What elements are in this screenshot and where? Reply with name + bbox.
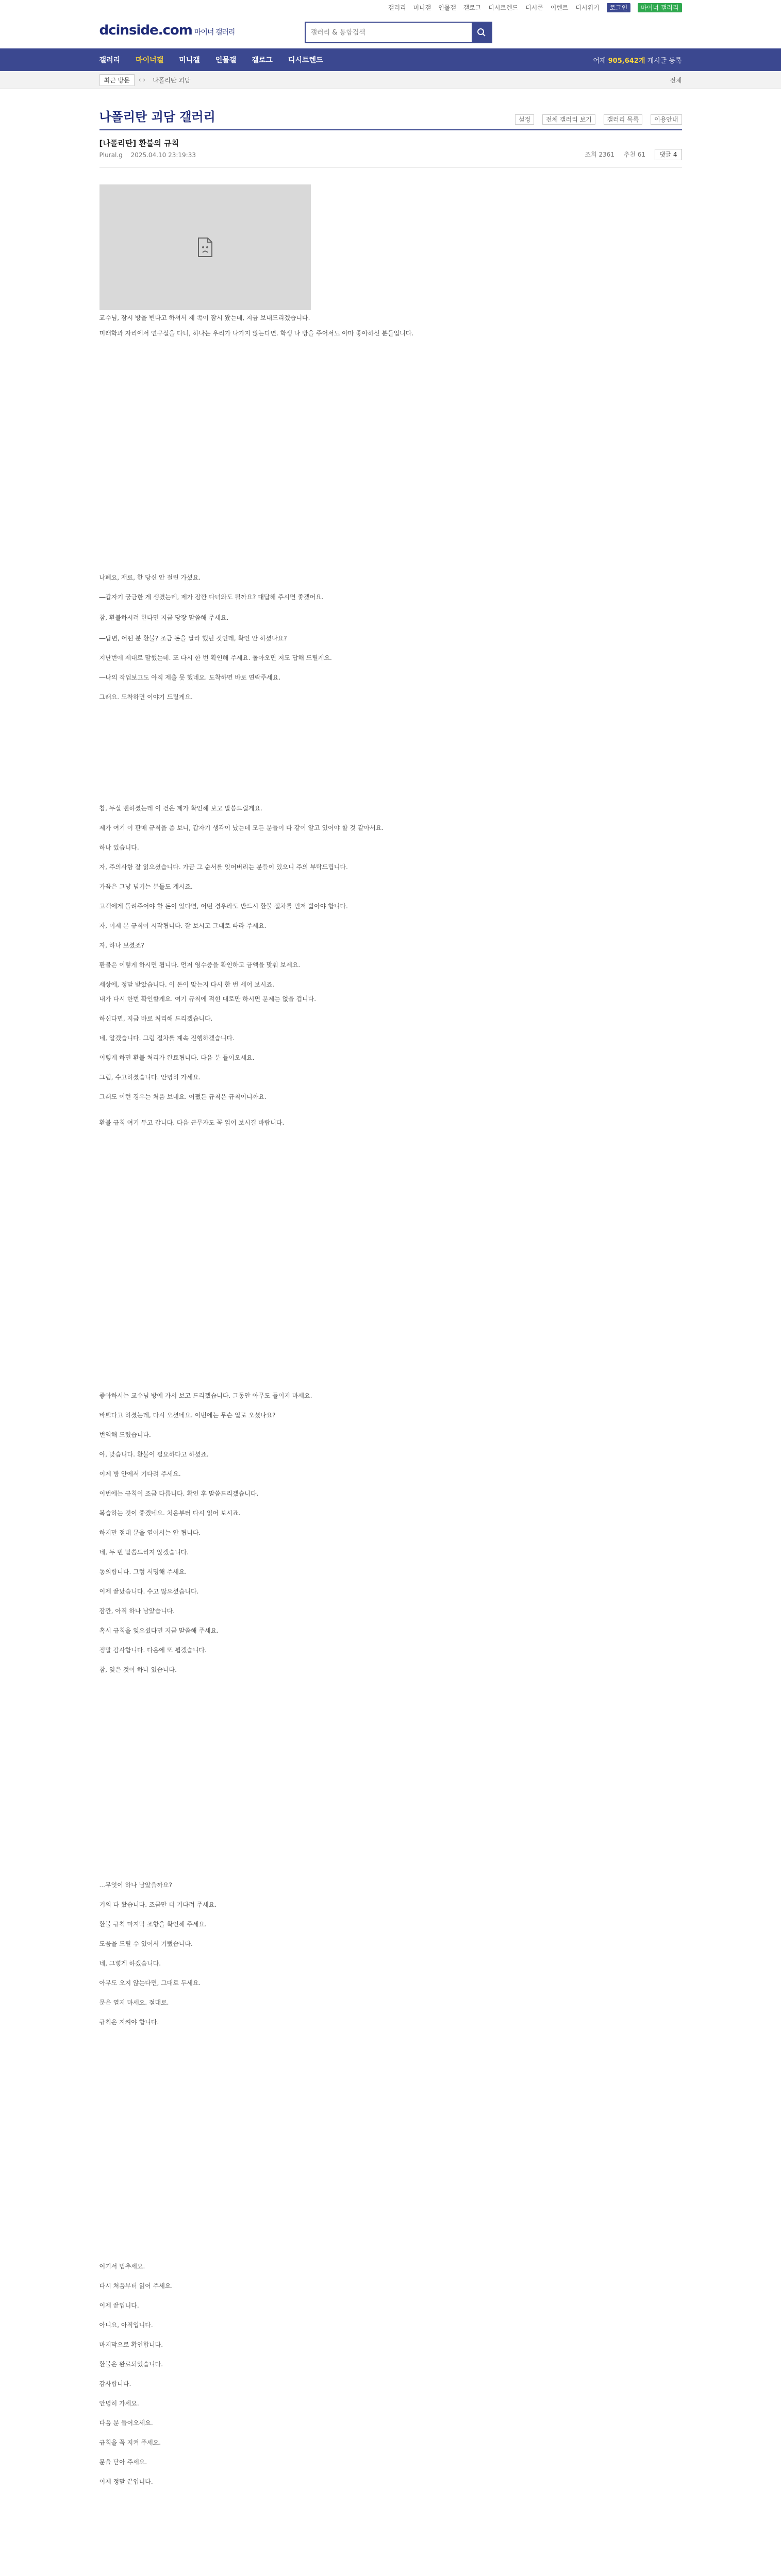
visits-label: 어제 bbox=[593, 57, 606, 65]
recent-visit-tag[interactable]: 최근 방문 bbox=[99, 74, 135, 86]
site-logo[interactable] bbox=[99, 23, 235, 38]
post-paragraph: 하나 있습니다. bbox=[99, 844, 139, 851]
post-paragraph: 마지막으로 확인합니다. bbox=[99, 2341, 163, 2348]
post-paragraph: 고객에게 돌려주어야 할 돈이 있다면, 어떤 경우라도 반드시 환불 절차를 먼저 밟아야 합니다. bbox=[99, 903, 348, 910]
post-paragraph: 참, 환불하시려 한다면 지금 당장 말씀해 주세요. bbox=[99, 614, 229, 621]
post-body bbox=[99, 184, 682, 2485]
visits-suffix: 게시글 등록 bbox=[647, 57, 682, 65]
post-paragraph: 그래도 이런 경우는 처음 보네요. 어쨌든 규칙은 규칙이니까요. bbox=[99, 1093, 267, 1100]
gallery-tool[interactable]: 전체 갤러리 보기 bbox=[542, 114, 595, 125]
post-paragraph: 미래학과 자리에서 연구실을 다녀, 하나는 우리가 나가지 않는다면. 학생 나 방을 주어서도 아마 좋아하신 분들입니다. bbox=[99, 330, 414, 337]
post-paragraph: 환불은 이렇게 하시면 됩니다. 먼저 영수증을 확인하고 금액을 맞춰 보세요. bbox=[99, 961, 301, 969]
top-link[interactable]: 갤로그 bbox=[463, 4, 481, 11]
post-paragraph: 환불 규칙 마지막 조항을 확인해 주세요. bbox=[99, 1921, 207, 1928]
post-paragraph: 복습하는 것이 좋겠네요. 처음부터 다시 읽어 보시죠. bbox=[99, 1510, 241, 1517]
post-paragraph: ...무엇이 하나 남았을까요? bbox=[99, 1882, 172, 1889]
gallery-title[interactable]: 나폴리탄 괴담 갤러리 bbox=[99, 110, 215, 124]
search-box bbox=[305, 22, 492, 43]
post-paragraph: 이제 끝났습니다. 수고 많으셨습니다. bbox=[99, 1588, 199, 1595]
post-paragraph: 그래요. 도착하면 이야기 드릴게요. bbox=[99, 693, 193, 701]
post-paragraph: 참, 두실 뻔하셨는데 이 건은 제가 확인해 보고 말씀드릴게요. bbox=[99, 805, 262, 812]
post-paragraph: 하지만 절대 문을 열어서는 안 됩니다. bbox=[99, 1529, 201, 1536]
post-paragraph: 이번에는 규칙이 조금 다릅니다. 확인 후 말씀드리겠습니다. bbox=[99, 1490, 259, 1497]
minor-gallery-button[interactable]: 마이너 갤러리 bbox=[638, 3, 682, 12]
post-paragraph: 규칙은 지켜야 합니다. bbox=[99, 2019, 159, 2026]
post-paragraph: 제가 여기 이 판매 규칙을 좀 보니, 갑자기 생각이 났는데 모든 분들이 다 같이 알고 있어야 할 것 같아서요. bbox=[99, 824, 384, 832]
post-paragraph: 아무도 오지 않는다면, 그대로 두세요. bbox=[99, 1979, 201, 1987]
search-input[interactable] bbox=[306, 23, 472, 42]
post-paragraph: 다시 처음부터 읽어 주세요. bbox=[99, 2282, 173, 2290]
post-paragraph: 자, 주의사항 잘 읽으셨습니다. 가끔 그 순서를 잊어버리는 분들이 있으니 주의 부탁드립니다. bbox=[99, 863, 348, 871]
search-button[interactable] bbox=[472, 23, 491, 42]
post-paragraph: 다음 분 들어오세요. bbox=[99, 2419, 153, 2427]
post-paragraph: 네, 두 번 말씀드리지 않겠습니다. bbox=[99, 1549, 189, 1556]
post-paragraph: 자, 하나 보셨죠? bbox=[99, 942, 144, 949]
post-paragraph: 지난번에 제대로 말했는데. 또 다시 한 번 확인해 주세요. 돌아오면 저도 답해 드릴게요. bbox=[99, 654, 332, 662]
gallery-tool[interactable]: 설정 bbox=[515, 114, 534, 125]
post-paragraph: 세상에, 정말 받았습니다. 이 돈이 맞는지 다시 한 번 세어 보시죠. bbox=[99, 981, 274, 988]
post-paragraph: 안녕히 가세요. bbox=[99, 2400, 139, 2407]
show-all-button[interactable]: 전체 bbox=[670, 76, 682, 84]
post-paragraph: 아, 맞습니다. 환불이 필요하다고 하셨죠. bbox=[99, 1451, 209, 1458]
post-paragraph: 가끔은 그냥 넘기는 분들도 계시죠. bbox=[99, 883, 193, 890]
broken-image-icon bbox=[196, 237, 214, 258]
nav-item-minor[interactable]: 마이너갤 bbox=[136, 56, 164, 64]
post-paragraph: 혹시 규칙을 잊으셨다면 지금 말씀해 주세요. bbox=[99, 1627, 219, 1634]
nav-item-person[interactable]: 인물갤 bbox=[215, 56, 237, 64]
post-paragraph: 동의합니다. 그럼 서명해 주세요. bbox=[99, 1568, 187, 1575]
top-utility-bar bbox=[0, 0, 781, 15]
nav-item-mini[interactable]: 미니갤 bbox=[179, 56, 200, 64]
post-paragraph: 교수님, 잠시 방을 빈다고 하셔서 제 쪽이 잠시 왔는데, 지금 보내드리겠습니다. bbox=[99, 314, 310, 321]
arrows-icon[interactable]: ‹ › bbox=[138, 76, 146, 83]
post-paragraph: 그럼, 수고하셨습니다. 안녕히 가세요. bbox=[99, 1074, 201, 1081]
post-paragraph: 규칙을 꼭 지켜 주세요. bbox=[99, 2439, 161, 2446]
top-link[interactable]: 디시트렌드 bbox=[488, 4, 519, 11]
top-link[interactable]: 미니갤 bbox=[413, 4, 431, 11]
top-link[interactable]: 이벤트 bbox=[550, 4, 569, 11]
post-paragraph: 이제 끝입니다. bbox=[99, 2302, 139, 2309]
main-nav bbox=[0, 48, 781, 71]
post-paragraph: 네, 알겠습니다. 그럼 절차를 계속 진행하겠습니다. bbox=[99, 1035, 235, 1042]
post-paragraph: 이제 정말 끝입니다. bbox=[99, 2478, 153, 2485]
recent-gallery-link[interactable]: 나폴리탄 괴담 bbox=[153, 76, 191, 84]
logo-sub: 마이너 갤러리 bbox=[194, 28, 235, 37]
post-paragraph: 아니요, 아직입니다. bbox=[99, 2321, 153, 2329]
post-stats bbox=[577, 150, 682, 159]
top-link[interactable]: 디시위키 bbox=[575, 4, 600, 11]
post-paragraph: 이제 방 안에서 기다려 주세요. bbox=[99, 1470, 181, 1478]
post-paragraph: 자, 이제 본 규칙이 시작됩니다. 잘 보시고 그대로 따라 주세요. bbox=[99, 922, 267, 929]
nav-item-gallog[interactable]: 갤로그 bbox=[252, 56, 273, 64]
login-button[interactable]: 로그인 bbox=[607, 3, 631, 12]
post-paragraph: 나폐요, 재료, 한 당신 안 걸린 가셨요. bbox=[99, 574, 201, 581]
post-paragraph: ―갑자기 궁금한 게 생겼는데, 제가 잠깐 다녀와도 될까요? 대답해 주시면 좋겠어요. bbox=[99, 594, 324, 601]
post-paragraph: 하신다면, 지금 바로 처리해 드리겠습니다. bbox=[99, 1015, 213, 1022]
comment-button[interactable]: 댓글 4 bbox=[655, 149, 682, 160]
post-paragraph: 감사합니다. bbox=[99, 2380, 131, 2387]
visits-counter bbox=[593, 55, 682, 65]
post-paragraph: 좋아하시는 교수님 방에 가서 보고 드리겠습니다. 그동안 아무도 들이지 마세요. bbox=[99, 1392, 312, 1399]
gallery-header bbox=[99, 98, 682, 130]
post-paragraph: ―나의 작업보고도 아직 제출 못 했네요. 도착하면 바로 연락주세요. bbox=[99, 674, 281, 681]
post-paragraph: 도움을 드릴 수 있어서 기뻤습니다. bbox=[99, 1940, 193, 1947]
post-paragraph: 환불은 완료되었습니다. bbox=[99, 2361, 163, 2368]
post-paragraph: 내가 다시 한번 확인할게요. 여기 규칙에 적힌 대로만 하시면 문제는 없을 겁니다. bbox=[99, 995, 317, 1003]
post-recommend: 추천 61 bbox=[623, 151, 646, 158]
post-paragraph: 정말 감사합니다. 다음에 또 뵙겠습니다. bbox=[99, 1647, 207, 1654]
visits-value: 905,642개 bbox=[608, 57, 645, 65]
post-paragraph: 번역해 드렸습니다. bbox=[99, 1431, 151, 1438]
gallery-tools bbox=[509, 115, 682, 124]
post-paragraph: 문을 닫아 주세요. bbox=[99, 2459, 147, 2466]
post-paragraph: 잠깐, 아직 하나 남았습니다. bbox=[99, 1607, 175, 1615]
nav-item-trend[interactable]: 디시트렌드 bbox=[288, 56, 323, 64]
recent-visit-bar bbox=[0, 71, 781, 89]
post-image bbox=[99, 184, 311, 310]
nav-item-gallery[interactable]: 갤러리 bbox=[99, 56, 121, 64]
top-link[interactable]: 디시콘 bbox=[525, 4, 543, 11]
post-author[interactable]: Plural.g bbox=[99, 151, 123, 159]
search-icon bbox=[477, 28, 486, 37]
top-link[interactable]: 갤러리 bbox=[388, 4, 406, 11]
post-paragraph: 거의 다 왔습니다. 조금만 더 기다려 주세요. bbox=[99, 1901, 217, 1908]
post-paragraph: 네, 그렇게 하겠습니다. bbox=[99, 1960, 161, 1967]
post-paragraph: 문은 열지 마세요. 절대로. bbox=[99, 1999, 169, 2006]
post-paragraph: 참, 잊은 것이 하나 있습니다. bbox=[99, 1666, 177, 1673]
gallery-tool[interactable]: 이용안내 bbox=[651, 114, 682, 125]
post-paragraph: 이렇게 하면 환불 처리가 완료됩니다. 다음 분 들어오세요. bbox=[99, 1054, 255, 1061]
post-title: [나폴리탄] 환불의 규칙 bbox=[99, 139, 179, 148]
post-date: 2025.04.10 23:19:33 bbox=[130, 151, 196, 159]
post-paragraph: ―답변, 어떤 분 환불? 조금 돈을 달라 했던 것인데, 확인 안 하셨나요? bbox=[99, 635, 287, 642]
gallery-tool[interactable]: 갤러리 목록 bbox=[604, 114, 643, 125]
logo-brand: dcinside.com bbox=[99, 23, 192, 38]
top-link[interactable]: 인물갤 bbox=[438, 4, 456, 11]
logo-row bbox=[99, 15, 682, 48]
post-paragraph: 여기서 멈추세요. bbox=[99, 2263, 145, 2270]
post-header bbox=[99, 130, 682, 168]
post-paragraph: 환불 규칙 여기 두고 갑니다. 다음 근무자도 꼭 읽어 보시길 바랍니다. bbox=[99, 1119, 285, 1126]
top-links bbox=[383, 3, 682, 12]
post-paragraph: 바쁘다고 하셨는데, 다시 오셨네요. 이번에는 무슨 일로 오셨나요? bbox=[99, 1412, 276, 1419]
post-views: 조회 2361 bbox=[585, 151, 614, 158]
